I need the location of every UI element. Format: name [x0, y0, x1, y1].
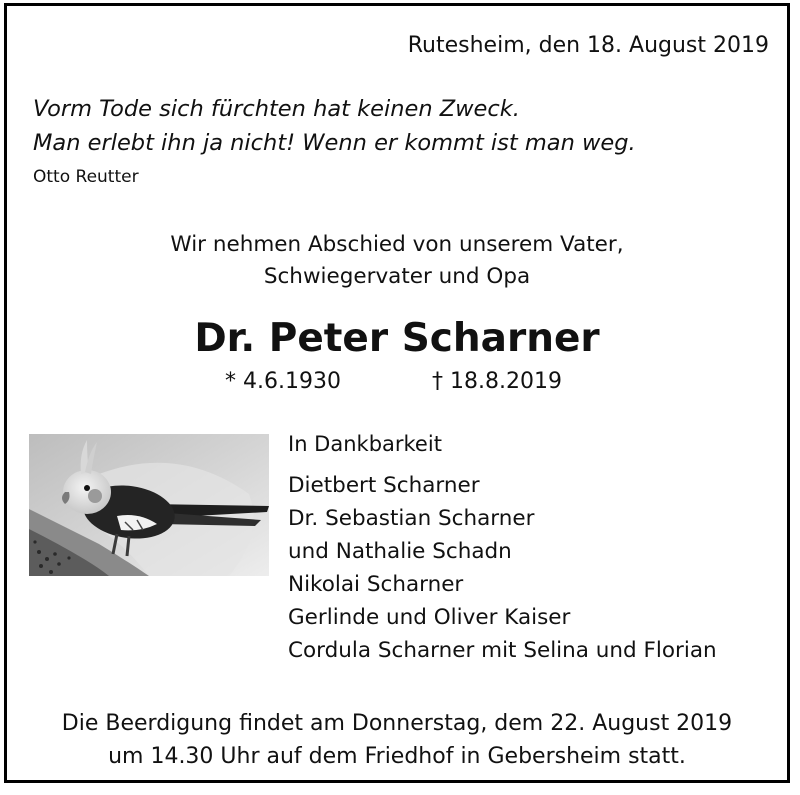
- farewell-line-2: Schwiegervater und Opa: [263, 264, 531, 289]
- mourners-list: [288, 434, 717, 667]
- death-date: † 18.8.2019: [432, 369, 562, 394]
- mourner-name: Gerlinde und Oliver Kaiser: [288, 605, 571, 630]
- deceased-name: Dr. Peter Scharner: [194, 316, 600, 361]
- birth-date: * 4.6.1930: [225, 369, 341, 394]
- place-date: Rutesheim, den 18. August 2019: [407, 33, 769, 58]
- quote-author: Otto Reutter: [33, 167, 139, 187]
- funeral-line-2: um 14.30 Uhr auf dem Friedhof in Gebersheim statt.: [108, 744, 686, 769]
- obituary-notice: [4, 3, 790, 783]
- mourner-name: Dietbert Scharner: [288, 473, 480, 498]
- quote-line-1: Vorm Tode sich fürchten hat keinen Zweck.: [33, 96, 520, 122]
- mourner-name: Cordula Scharner mit Selina und Florian: [288, 638, 717, 663]
- mourners-heading: In Dankbarkeit: [288, 432, 442, 456]
- mourner-name: Nikolai Scharner: [288, 572, 464, 597]
- funeral-line-1: Die Beerdigung findet am Donnerstag, dem 22. August 2019: [61, 711, 733, 736]
- mourner-name: und Nathalie Schadn: [288, 539, 512, 564]
- farewell-line-1: Wir nehmen Abschied von unserem Vater,: [170, 232, 624, 257]
- quote-line-2: Man erlebt ihn ja nicht! Wenn er kommt ist man weg.: [33, 130, 636, 156]
- cockatiel-photo: [29, 434, 269, 576]
- mourner-name: Dr. Sebastian Scharner: [288, 506, 535, 531]
